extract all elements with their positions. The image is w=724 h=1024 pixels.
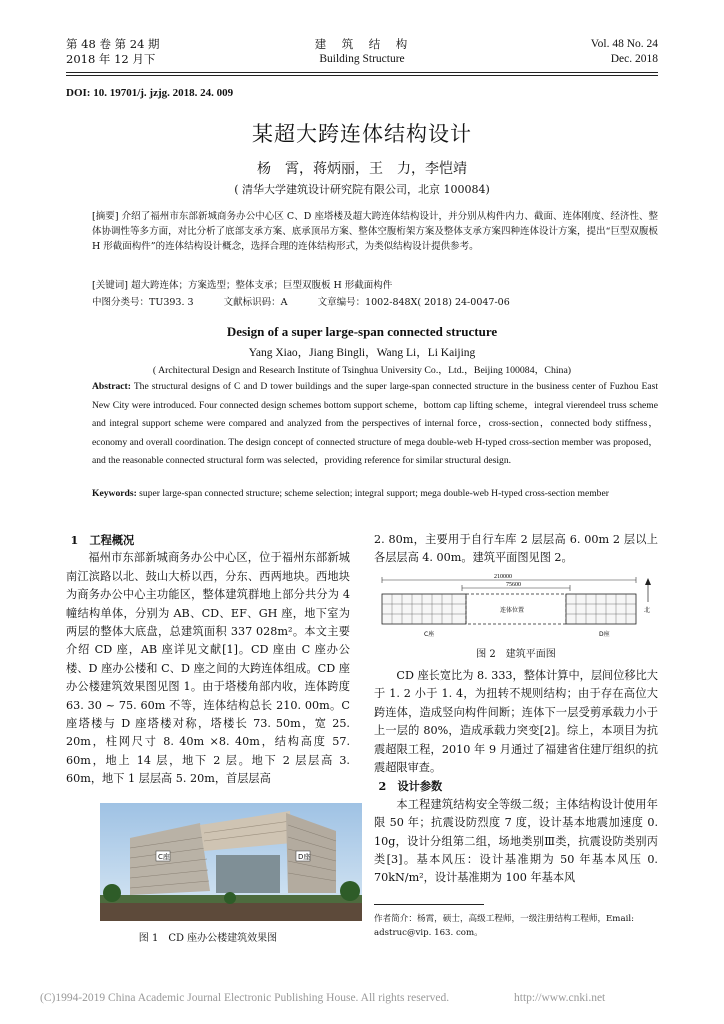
abstract-cn-text: 介绍了福州市东部新城商务办公中心区 C、D 座塔楼及超大跨连体结构设计，并分别从构件内力、截面、连体刚度、经济性、整体协调性等多方面，对比分析了底部支承方案、底承顶吊方案、整体空腹桁架方案及整体支承方案四种连体设计方案，提出“巨型双腹板 H 形截面构件”的连体结构设计概念，选择合理的连体结构形式，为类似结构设计提供参考。 <box>92 211 658 252</box>
figure-1-caption: 图 1 CD 座办公楼建筑效果图 <box>138 933 278 944</box>
abstract-cn <box>92 209 658 254</box>
keywords-cn-text: 超大跨连体；方案选型；整体支承；巨型双腹板 H 形截面构件 <box>130 280 393 291</box>
copyright-notice: (C)1994-2019 China Academic Journal Electronic Publishing House. All rights reserved. <box>40 992 450 1004</box>
english-affiliation: ( Architectural Design and Research Institute of Tsinghua University Co.，Ltd.，Beijing 100084，China) <box>152 365 572 376</box>
english-keywords <box>92 485 658 504</box>
header-rule-2 <box>66 75 658 76</box>
footnote-rule <box>374 904 484 905</box>
figure-2-d-label: D座 <box>599 631 610 638</box>
journal-name-en: Building Structure <box>319 53 405 65</box>
figure-1-d-label: D座 <box>298 853 311 861</box>
english-abstract <box>92 378 658 471</box>
figure-2-north-label: 北 <box>644 607 651 614</box>
english-abstract-label: Abstract: <box>92 381 131 392</box>
journal-date-en: Dec. 2018 <box>610 53 658 65</box>
affiliation: ( 清华大学建筑设计研究院有限公司，北京 100084) <box>234 183 490 196</box>
author-note: 作者简介：杨霄，硕士，高级工程师，一级注册结构工程师，Email: adstruc@vip. 163. com。 <box>374 914 634 938</box>
english-abstract-text: The structural designs of C and D tower buildings and the super large-span connected structure in the business center of Fuzhou East New City were introduced. Four connected design schemes bottom support scheme，bottom cap lifting scheme，integral vierendeel truss scheme and integral support scheme were compared and analyzed from the perspectives of internal force，cross-section，connected body stiffness，economy and overall coordination. The design concept of connected structure of mega double-web H-typed cross-section member was proposed，and the reasonable connected structural form was selected，providing reference for similar structural design. <box>92 381 658 466</box>
page-title: 某超大跨连体结构设计 <box>252 122 472 146</box>
figure-1-c-label: C座 <box>158 853 170 861</box>
figure-2-mid-label: 连体位置 <box>500 607 525 614</box>
cnki-link[interactable]: http://www.cnki.net <box>514 992 606 1004</box>
right-column-intro: 2. 80m，主要用于自行车库 2 层层高 6. 00m 2 层以上各层层高 4. 00m。建筑平面图见图 2。 <box>374 533 658 565</box>
doi: DOI: 10. 19701/j. jzjg. 2018. 24. 009 <box>66 87 234 99</box>
right-column-top <box>374 531 658 568</box>
section-2-title: 2 设计参数 <box>378 779 443 794</box>
english-keywords-label: Keywords: <box>92 488 137 499</box>
paragraph-irregularity: CD 座长宽比为 8. 333，整体计算中，层间位移比大于 1. 2 小于 1. 4，为扭转不规则结构；由于存在高位大跨连体，造成竖向构件间断；连体下一层受剪承载力小于上一层的 80%，造成承载力突变[2]。综上，本项目为抗震超限工程，2010 年 9 月通过了福建省住建厅组织的抗震超限审查。 <box>374 669 658 775</box>
figure-2-dim-span: 75600 <box>506 582 521 588</box>
figure-2-dim-total: 210000 <box>494 574 512 580</box>
journal-date: 2018 年 12 月下 <box>66 52 156 66</box>
authors: 杨 霄，蒋炳丽，王 力，李恺靖 <box>257 161 467 177</box>
journal-volume-en: Vol. 48 No. 24 <box>590 38 658 50</box>
figure-2-caption: 图 2 建筑平面图 <box>476 649 556 660</box>
english-keywords-text: super large-span connected structure; scheme selection; integral support; mega double-web H-typed cross-section member <box>139 488 609 499</box>
section-2-text: 本工程建筑结构安全等级二级；主体结构设计使用年限 50 年；抗震设防烈度 7 度，设计基本地震加速度 0. 10g，设计分组第二组，场地类别Ⅲ类，抗震设防类别丙类[3]。基本风压：设计基准期为 50 年基本风压 0. 70kN/m²，设计基准期为 100 年基本风 <box>374 797 658 885</box>
right-column-body <box>374 667 658 888</box>
journal-name <box>262 37 462 67</box>
figure-2-c-label: C座 <box>424 631 435 638</box>
left-column <box>66 531 350 789</box>
section-1-text: 福州市东部新城商务办公中心区，位于福州东部新城南江滨路以北、鼓山大桥以西，分东、西两地块。西地块为商务办公中心主功能区，整体建筑群地上部分共分为 4 幢结构单体，分别为 AB、CD、EF、GH 座，地下室为两层的整体大底盘，总建筑面积 337 028m²。本文主要介绍 CD 座，AB 座详见文献[1]。CD 座由 C 座办公楼、D 座办公楼和 C、D 座之间的大跨连体组成。CD 座办公楼建筑效果图见图 1。由于塔楼角部内收，连体跨度 63. 30 ~ 75. 60m 不等，连体结构总长 210. 00m。C 座塔楼与 D 座塔楼对称，塔楼长 73. 50m，宽 25. 20m，柱网尺寸 8. 40m ×8. 40m，结构高度 57. 60m，地上 14 层，地下 2 层。地下 2 层层高 3. 60m，地下 1 层层高 5. 20m，首层层高 <box>66 551 350 786</box>
journal-issue-en <box>591 37 658 67</box>
classification-line <box>92 295 658 310</box>
abstract-cn-label: [摘要] <box>92 211 119 222</box>
keywords-cn-label: [关键词] <box>92 280 128 291</box>
article-number: 文章编号：1002-848X( 2018) 24-0047-06 <box>317 297 510 308</box>
section-1-title: 1 工程概况 <box>70 533 135 547</box>
english-authors: Yang Xiao，Jiang Bingli，Wang Li，Li Kaijing <box>248 347 476 359</box>
journal-name-cn: 建 筑 结 构 <box>314 37 410 51</box>
clc-number: 中图分类号：TU393. 3 <box>92 297 194 308</box>
header-rule <box>66 72 658 73</box>
journal-volume: 第 48 卷 第 24 期 <box>66 37 160 51</box>
keywords-cn <box>92 278 658 293</box>
figure-1-rendering <box>100 803 362 921</box>
journal-issue <box>66 37 160 67</box>
english-title: Design of a super large-span connected structure <box>226 324 498 339</box>
document-code: 文献标识码：A <box>223 297 288 308</box>
figure-2-floor-plan <box>374 572 658 642</box>
